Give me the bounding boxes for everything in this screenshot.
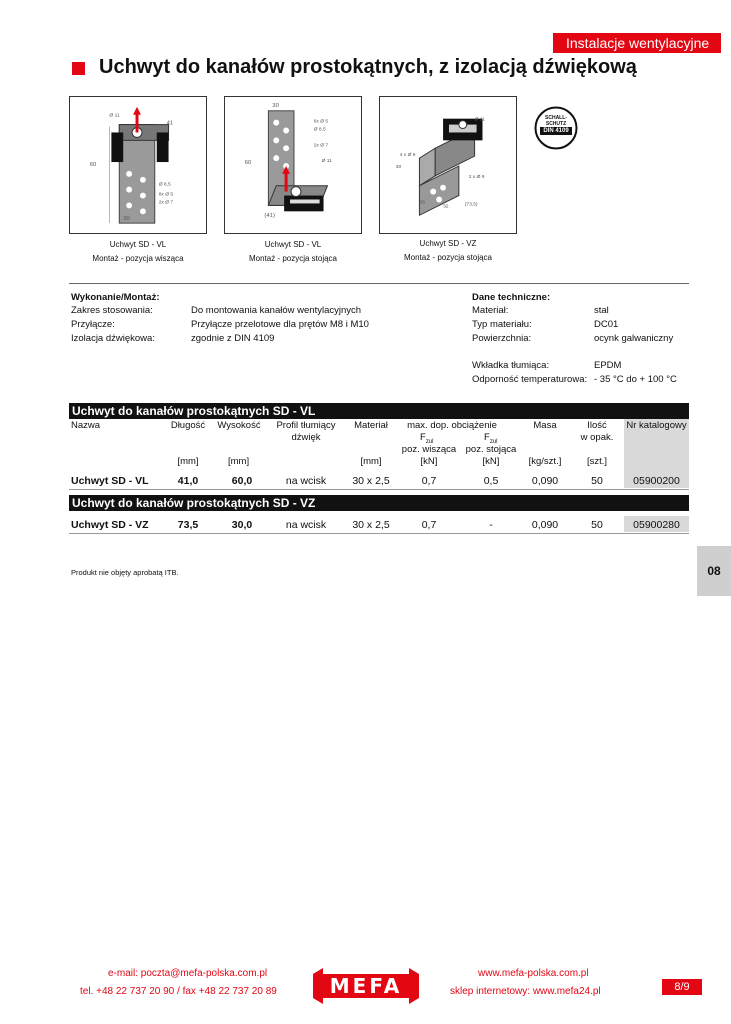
table-row-name: Uchwyt SD - VZ [71,519,149,531]
svg-text:60: 60 [89,161,97,168]
caption-name: Uchwyt SD - VL [264,240,322,249]
caption-name: Uchwyt SD - VZ [419,239,477,248]
svg-text:2 x Ø 9: 2 x Ø 9 [468,174,485,180]
execution-label: Zakres stosowania: [71,305,153,316]
table-row-name: Uchwyt SD - VL [71,475,149,487]
header-standing: poz. stojąca [465,444,517,455]
svg-text:60: 60 [244,160,252,167]
svg-text:2x Ø 7: 2x Ø 7 [313,143,329,149]
execution-value: Do montowania kanałów wentylacyjnych [191,305,362,316]
svg-text:(73,5): (73,5) [464,202,478,208]
badge-line2: SCHUTZ [545,121,567,127]
f-subscript: zul [489,438,498,445]
technical-label: Typ materiału: [472,319,532,330]
table-row-mass: 0,090 [531,475,559,487]
execution-label: Przyłącze: [71,319,115,330]
figure-caption [368,237,528,265]
caption-mount: Montaż - pozycja wisząca [92,254,184,263]
note-text: Produkt nie objęty aprobatą ITB. [71,568,179,577]
svg-text:Ø 8,5: Ø 8,5 [313,127,326,133]
technical-label: Materiał: [472,305,509,316]
unit-length: [mm] [177,456,199,467]
footer-shop[interactable]: sklep internetowy: www.mefa24.pl [450,986,601,997]
header-height: Wysokość [217,420,261,431]
svg-text:30: 30 [272,102,279,109]
table-row-qty: 50 [591,519,603,531]
caption-mount: Montaż - pozycja stojąca [403,253,493,262]
svg-text:Ø 11: Ø 11 [109,113,120,119]
caption-mount: Montaż - pozycja stojąca [248,254,338,263]
header-profile: Profil tłumiący [276,420,336,431]
table-row-standing: 0,5 [483,475,499,487]
table-row-length: 41,0 [177,475,199,487]
header-name: Nazwa [71,420,101,431]
svg-text:6x Ø 5: 6x Ø 5 [313,119,329,125]
technical-heading: Dane techniczne: [472,292,551,303]
mefa-logo [313,968,419,1004]
table-row-catalog: 05900200 [633,475,680,487]
figure-sd-vz-standing [379,96,517,234]
header-mass: Masa [533,420,557,431]
table-row-material: 30 x 2,5 [352,519,390,531]
technical-value: stal [594,305,609,316]
svg-text:32: 32 [443,204,449,210]
table-row-hanging: 0,7 [421,519,437,531]
footer-email[interactable]: e-mail: poczta@mefa-polska.com.pl [108,968,268,979]
technical-value: EPDM [594,360,622,371]
svg-text:41: 41 [166,120,174,127]
unit-material: [mm] [360,456,382,467]
figure-sd-vl-standing [224,96,362,234]
header-hanging: poz. wisząca [401,444,457,455]
svg-text:8x Ø 5: 8x Ø 5 [158,192,174,198]
table-row-height: 60,0 [231,475,253,487]
svg-text:4 x Ø 9: 4 x Ø 9 [399,153,416,159]
title-bullet [72,62,85,75]
figure-sd-vl-hanging [69,96,207,234]
f-symbol: F [484,432,490,443]
technical-label: Powierzchnia: [472,333,532,344]
table-row-standing: - [489,519,493,531]
page-number: 8/9 [662,979,702,995]
category-tag: Instalacje wentylacyjne [553,33,721,53]
header-qty: Ilość [587,420,607,431]
table-row-catalog: 05900280 [633,519,680,531]
din-4109-badge [534,106,578,150]
execution-heading: Wykonanie/Montaż: [71,292,160,303]
header-load: max. dop. obciążenie [407,420,497,431]
svg-text:2x Ø 7: 2x Ø 7 [158,200,174,206]
table-row-profile: na wcisk [285,475,327,487]
row-divider [69,489,689,490]
footer-web[interactable]: www.mefa-polska.com.pl [478,968,589,979]
execution-value: zgodnie z DIN 4109 [191,333,275,344]
technical-value: DC01 [594,319,619,330]
svg-text:30: 30 [395,164,402,170]
technical-value: - 35 °C do + 100 °C [594,374,677,385]
badge-line3: DIN 4109 [540,127,572,135]
table-row-mass: 0,090 [531,519,559,531]
svg-text:30: 30 [123,216,130,223]
logo-text: MEFA [329,974,403,998]
unit-hanging: [kN] [420,456,438,467]
technical-value: ocynk galwaniczny [594,333,674,344]
header-qty-2: w opak. [580,432,614,443]
chapter-tab: 08 [697,546,731,596]
table-row-qty: 50 [591,475,603,487]
svg-text:(41): (41) [264,213,275,220]
caption-name: Uchwyt SD - VL [109,240,167,249]
table-row-profile: na wcisk [285,519,327,531]
execution-value: Przyłącze przelotowe dla prętów M8 i M10 [191,319,369,330]
header-length: Długość [170,420,206,431]
figure-caption [58,238,218,266]
page-title: Uchwyt do kanałów prostokątnych, z izolacją dźwiękową [99,56,637,78]
table-row-height: 30,0 [231,519,253,531]
section-header-vl: Uchwyt do kanałów prostokątnych SD - VL [69,403,689,419]
table-row-hanging: 0,7 [421,475,437,487]
badge-line1: SCHALL- [545,115,567,121]
header-catalog: Nr katalogowy [626,420,687,431]
unit-height: [mm] [228,456,250,467]
footer-phone: tel. +48 22 737 20 90 / fax +48 22 737 20 89 [80,986,277,997]
f-symbol: F [420,432,426,443]
execution-label: Izolacja dźwiękowa: [71,333,155,344]
technical-label: Odporność temperaturowa: [472,374,588,385]
section-header-vz: Uchwyt do kanałów prostokątnych SD - VZ [69,495,689,511]
svg-text:Ø 11: Ø 11 [321,159,332,165]
technical-label: Wkładka tłumiąca: [472,360,550,371]
svg-text:36: 36 [419,200,425,206]
svg-text:Ø 11: Ø 11 [474,117,485,123]
f-subscript: zul [425,438,434,445]
row-divider [69,533,689,534]
unit-standing: [kN] [482,456,500,467]
header-material: Materiał [354,420,388,431]
table-row-length: 73,5 [177,519,199,531]
table-row-material: 30 x 2,5 [352,475,390,487]
header-profile-2: dźwięk [291,432,321,443]
figure-caption [213,238,373,266]
svg-text:Ø 8,5: Ø 8,5 [158,182,171,188]
divider [69,283,689,284]
unit-mass: [kg/szt.] [528,456,562,467]
unit-qty: [szt.] [586,456,608,467]
